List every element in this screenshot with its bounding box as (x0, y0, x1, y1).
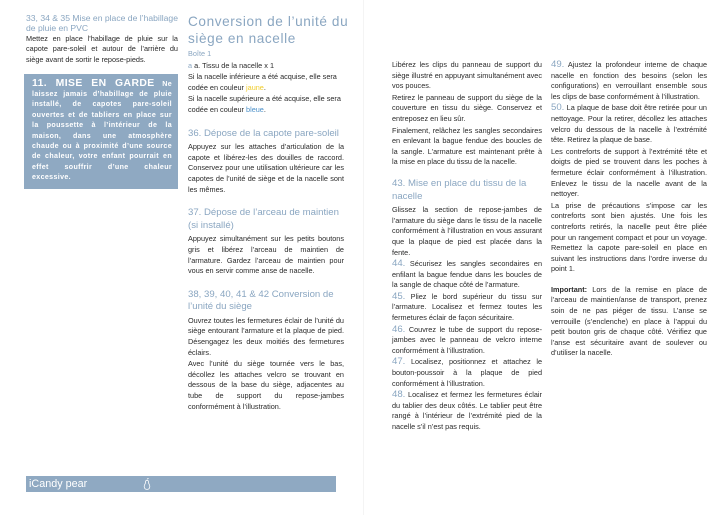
yellow-code-text: Si la nacelle inférieure a été acquise, elle sera codée en couleur jaune. (188, 72, 337, 92)
section-48-body: Localisez et fermez les fermetures éclair du tablier des deux côtés. Le tablier peut être rangé à l’intérieur de l’extrémité pied de la nacelle s’il n’est pas requis. (392, 390, 542, 431)
box-item-a (188, 61, 344, 72)
footer-brand: iCandy pear (29, 478, 88, 490)
section-48 (392, 390, 542, 432)
important-body: Lors de la remise en place de l’arceau de maintien/anse de transport, prenez soin de ne pas piéger de tissu. L’anse se verrouille (s’enclenche) en place à l’appui du petit bouton gris de chaque côté. Vérifiez que l’anse est sécuritaire avant de soulever ou d’utiliser la nacelle. (551, 284, 707, 358)
section-49 (551, 60, 707, 102)
precautions-text: La prise de précautions s’impose car les contreforts sont bien ajustés. Une fois les contreforts retirés, la nacelle peut être pliée pour un rangement compact et pour un voyage. Remettez la capote pare-soleil en place en suivant les instructions dans l’ordre inverse du point 1. (551, 200, 707, 274)
blue-code-pre: Si la nacelle supérieure a été acquise, elle sera codée en couleur (188, 94, 341, 114)
section-37-body: Appuyez simultanément sur les petits boutons gris et libérez l’arceau de maintien de l’armature. Gardez l’arceau de maintien pour vous en servir comme anse de nacelle. (188, 234, 344, 276)
section-44 (392, 259, 542, 291)
section-47-body: Localisez, positionnez et attachez le bouton-poussoir à la plaque de pied conformément à l’illustration. (392, 357, 542, 388)
section-50-num: 50. (551, 102, 565, 114)
section-45 (392, 292, 542, 324)
warning-body: jamais d’habillage de pluie installé, de capotes pare-soleil ouvertes et de tabliers en place sur la poussette à l’intérieur de la maison, dans une atmosphère chaude ou à proximité d’une source de chaleur, votre enfant pourrait en effet souffrir d’une chaleur excessive. (32, 90, 172, 182)
important-note (551, 285, 707, 359)
left-column-1 (26, 13, 178, 189)
section-43-body: Glissez la section de repose-jambes de l’armature du siège dans le tissu de la nacelle conformément à l’illustration en vous assurant que la plaque de pied est placée dans la fente. (392, 205, 542, 257)
item-a-text: a. Tissu de la nacelle x 1 (194, 60, 274, 70)
section-47-num: 47. (392, 356, 406, 368)
warning-box (24, 74, 178, 189)
section-43-title: 43. Mise en place du tissu de la nacelle (392, 177, 527, 202)
section-36-body: Appuyez sur les attaches d’articulation de la capote et libérez-les des douilles de raccord. Conservez pour une utilisation ultérieure car les capotes de l’unité de siège et de la nacelle sont les mêmes. (188, 142, 344, 194)
section-47 (392, 357, 542, 389)
section-49-body: Ajustez la profondeur interne de chaque nacelle en fonction des besoins (selon les configurations) en verrouillant ensemble sous les clips de base conformément à l’illustration. (551, 60, 707, 101)
yellow-word: jaune (246, 82, 264, 92)
section-38-body-1: Ouvrez toutes les fermetures éclair de l’unité du siège entourant l’armature et la plaque de pied. Désengagez les deux moitiés des fermetures éclairs. (188, 315, 344, 357)
left-column-2 (188, 13, 349, 413)
release-straps-text: Finalement, relâchez les sangles secondaires en enlevant la bague fendue des boucles de la sangle. L’armature est maintenant prête à la mise en place du tissu de la nacelle. (392, 125, 542, 167)
footer-brand-bar (26, 476, 336, 492)
rain-cover-heading: 33, 34 & 35 Mise en place de l’habillage de pluie en PVC (26, 13, 178, 34)
warning-lead: Ne laissez (32, 79, 172, 98)
section-46 (392, 325, 542, 357)
right-column-1 (392, 60, 542, 434)
page-title: Conversion de l’unité du siège en nacelle (188, 14, 349, 46)
section-44-num: 44. (392, 258, 406, 270)
section-45-num: 45. (392, 290, 406, 302)
release-clips-text: Libérez les clips du panneau de support du siège illustré en appuyant simultanément avec vos pouces. (392, 60, 542, 91)
section-46-body: Couvrez le tube de support du repose-jambes avec le panneau de velcro interne conformément à l’illustration. (392, 324, 543, 355)
item-a-letter: a (188, 60, 193, 70)
section-50-body: La plaque de base doit être retirée pour un nettoyage. Pour la retirer, décollez les attaches velcro du dessous de la nacelle à l’extrémité tête. Retirez la plaque de base. (551, 103, 707, 145)
section-36-title: 36. Dépose de la capote pare-soleil (188, 127, 339, 139)
section-48-num: 48. (392, 389, 406, 401)
section-50 (551, 103, 707, 145)
section-38-body-2: Avec l’unité du siège tournée vers le bas, décollez les attaches velcro se trouvant en dessous de la base du siège, adjacentes au tube de support du repose-jambes conformément à l’illustration. (188, 359, 344, 411)
section-49-num: 49. (551, 59, 565, 70)
pear-icon (142, 478, 152, 490)
rain-cover-text: Mettez en place l’habillage de pluie sur la capote pare-soleil et autour de l’arrière du siège avant de sortir le repose-pieds. (26, 33, 178, 64)
remove-panel-text: Retirez le panneau de support du siège de la couverture en tissu du siège. Conservez et entreposez en lieu sûr. (392, 92, 542, 123)
section-37-title: 37. Dépose de l’arceau de maintien (si installé) (188, 207, 339, 231)
right-column-2 (551, 60, 707, 360)
important-label: Important: (551, 284, 588, 294)
section-38-title: 38, 39, 40, 41 & 42 Conversion de l’unité du siège (188, 288, 334, 313)
section-44-body: Sécurisez les sangles secondaires en enfilant la bague fendue dans les boucles de la sangle de chaque côté de l’armature. (392, 259, 543, 290)
blue-code-text: Si la nacelle supérieure a été acquise, elle sera codée en couleur bleue. (188, 94, 341, 114)
stiffeners-text: Les contreforts de support à l’extrémité tête et doigts de pied se trouvent dans les poches à fermeture éclair conformément à l’illustration. Enlevez le tissu de la nacelle avant de la nettoyer. (551, 146, 707, 199)
warning-heading: 11. MISE EN GARDE (32, 77, 155, 89)
blue-word: bleue (246, 104, 264, 114)
section-45-body: Pliez le bord supérieur du tissu sur l’armature. Localisez et fermez toutes les fermetures éclair de façon sécuritaire. (392, 291, 542, 323)
box-label: Boîte 1 (188, 49, 212, 58)
yellow-code-pre: Si la nacelle inférieure a été acquise, elle sera codée en couleur (188, 72, 337, 92)
section-46-num: 46. (392, 323, 406, 335)
right-page (364, 0, 728, 515)
